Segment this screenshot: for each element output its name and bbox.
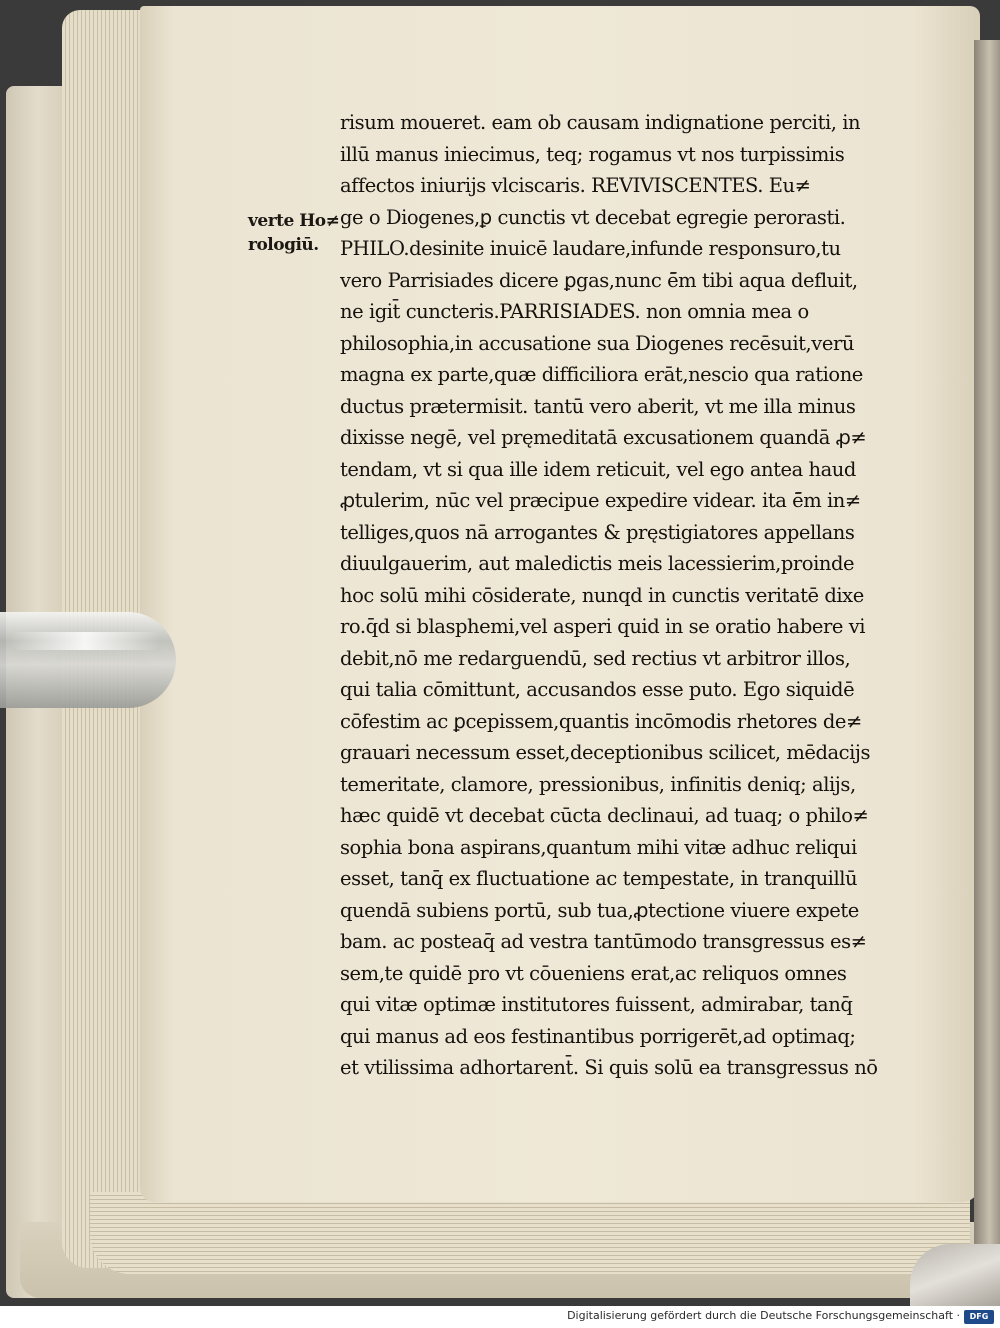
text-line: cōfestim ac ꝑcepissem,quantis incōmodis rhetores de≠ — [340, 709, 862, 733]
glass-weight — [0, 612, 176, 708]
text-line: vero Parrisiades dicere ꝑgas,nunc ē̄m tibi aqua defluit, — [340, 268, 858, 292]
text-line: hoc solū mihi cōsiderate, nunqd in cunctis veritatē dixe — [340, 583, 864, 607]
text-line: hæc quidē vt decebat cūcta declinaui, ad tuaq; o philo≠ — [340, 804, 869, 827]
page-text — [340, 107, 912, 1084]
page-edges-bottom — [90, 1192, 970, 1274]
text-line: ꝓtulerim, nūc vel præcipue expedire videar. ita ē̄m in≠ — [340, 489, 861, 512]
marginal-note-line: rologiū. — [248, 235, 319, 255]
text-line: ductus prætermisit. tantū vero aberit, vt me illa minus — [340, 394, 856, 418]
text-line: ro.q̄d si blasphemi,vel asperi quid in se oratio habere vi — [340, 615, 866, 638]
marginal-note-line: verte Ho≠ — [248, 211, 340, 231]
text-line: magna ex parte,quæ difficiliora erāt,nescio qua ratione — [340, 363, 863, 386]
text-line: debit,nō me redarguendū, sed rectius vt arbitror illos, — [340, 646, 851, 670]
text-line: temeritate, clamore, pressionibus, infinitis deniq; alijs, — [340, 772, 856, 796]
text-line: sem,te quidē pro vt cōueniens erat,ac reliquos omnes — [340, 961, 847, 985]
text-line: ge o Diogenes,ꝑ cunctis vt decebat egregie perorasti. — [340, 205, 846, 229]
marginal-note — [248, 209, 348, 257]
text-line: esset, tanq̄ ex fluctuatione ac tempestate, in tranquillū — [340, 867, 858, 890]
text-line: PHILO.desinite inuicē laudare,infunde responsuro,tu — [340, 237, 841, 260]
text-line: philosophia,in accusatione sua Diogenes recēsuit,verū — [340, 331, 854, 355]
text-line: qui talia cōmittunt, accusandos esse puto. Ego siquidē — [340, 678, 855, 701]
text-line: tendam, vt si qua ille idem reticuit, vel ego antea haud — [340, 457, 856, 481]
text-line: quendā subiens portū, sub tua,ꝓtectione viuere expete — [340, 898, 859, 922]
text-line: sophia bona aspirans,quantum mihi vitæ adhuc reliqui — [340, 835, 857, 859]
funding-notice: Digitalisierung gefördert durch die Deutsche Forschungsgemeinschaft · — [567, 1309, 960, 1322]
text-line: ne igit̄ cuncteris.PARRISIADES. non omnia mea o — [340, 300, 809, 323]
text-line: diuulgauerim, aut maledictis meis lacessierim,proinde — [340, 552, 855, 575]
dfg-logo: DFG — [964, 1310, 994, 1324]
book-spine — [974, 40, 1000, 1260]
text-line: illū manus iniecimus, teq; rogamus vt nos turpissimis — [340, 142, 845, 166]
text-line: qui vitæ optimæ institutores fuissent, admirabar, tanq̄ — [340, 993, 853, 1016]
text-line: qui manus ad eos festinantibus porrigerēt,ad optimaq; — [340, 1024, 856, 1048]
text-line: affectos iniurijs vlciscaris. REVIVISCENTES. Eu≠ — [340, 174, 811, 197]
glass-shine — [10, 632, 160, 650]
text-line: bam. ac posteaq̄ ad vestra tantūmodo transgressus es≠ — [340, 930, 867, 953]
page-corner — [910, 1244, 1000, 1306]
text-line: et vtilissima adhortarent̄. Si quis solū ea transgressus nō — [340, 1056, 878, 1079]
footer — [0, 1306, 1000, 1328]
text-line: dixisse negē, vel pręmeditatā excusationem quandā ꝓ≠ — [340, 426, 867, 449]
text-line: risum moueret. eam ob causam indignatione perciti, in — [340, 111, 861, 134]
text-line: grauari necessum esset,deceptionibus scilicet, mēdacijs — [340, 741, 871, 764]
text-line: telliges,quos nā arrogantes & pręstigiatores appellans — [340, 520, 855, 544]
